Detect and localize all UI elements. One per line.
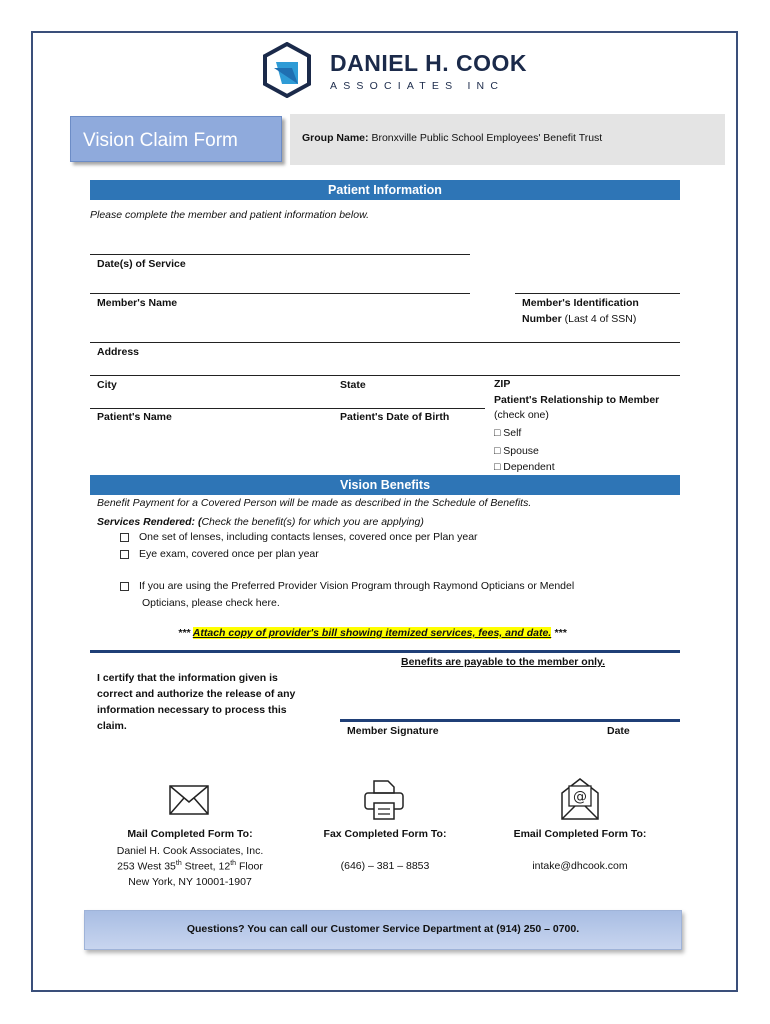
patient-info-header: Patient Information — [90, 180, 680, 200]
vision-benefits-header: Vision Benefits — [90, 475, 680, 495]
signature-line[interactable] — [340, 719, 680, 722]
section-divider — [90, 650, 680, 653]
mail-line-3: New York, NY 10001-1907 — [128, 876, 252, 888]
lenses-checkbox[interactable] — [120, 533, 129, 542]
member-id-label2: Number — [522, 313, 562, 325]
relationship-spouse[interactable]: □ Spouse — [494, 445, 539, 457]
relationship-label: Patient's Relationship to Member — [494, 394, 660, 406]
fax-title: Fax Completed Form To: — [323, 828, 447, 840]
dates-of-service-label: Date(s) of Service — [97, 258, 186, 270]
form-title-box — [70, 116, 282, 162]
email-address[interactable]: intake@dhcook.com — [532, 860, 628, 872]
certify-line-3: information necessary to process this — [97, 704, 287, 716]
service-lenses[interactable] — [120, 531, 478, 543]
company-logo-icon — [262, 42, 312, 98]
fax-number: (646) – 381 – 8853 — [340, 860, 430, 872]
member-name-label: Member's Name — [97, 297, 178, 309]
mail-title: Mail Completed Form To: — [127, 828, 253, 840]
certify-line-1: I certify that the information given is — [97, 672, 278, 684]
group-value: Bronxville Public School Employees' Benefit Trust — [371, 132, 603, 144]
footer-text: Questions? You can call our Customer Service Department at (914) 250 – 0700. — [186, 923, 580, 935]
service-eye-exam[interactable] — [120, 548, 319, 560]
city-label: City — [97, 379, 117, 391]
email-title: Email Completed Form To: — [513, 828, 647, 840]
preferred-line2: Opticians, please check here. — [142, 597, 280, 609]
payment-note: Benefit Payment for a Covered Person will be made as described in the Schedule of Benefits. — [97, 497, 532, 509]
preferred-line1: If you are using the Preferred Provider Vision Program through Raymond Opticians or Mendel — [139, 580, 575, 592]
service-lenses-label: One set of lenses, including contacts lenses, covered once per Plan year — [139, 531, 478, 543]
state-label: State — [340, 379, 366, 391]
address-line[interactable] — [90, 342, 680, 343]
mail-line-2: 253 West 35th Street, 12th Floor — [117, 860, 263, 873]
relationship-dependent[interactable]: □ Dependent — [494, 461, 555, 473]
certify-line-4: claim. — [97, 720, 127, 732]
relationship-note: (check one) — [494, 409, 549, 421]
company-subtitle: ASSOCIATES INC — [330, 80, 505, 92]
member-name-line[interactable] — [90, 293, 470, 294]
signature-label: Member Signature — [347, 725, 439, 737]
preferred-provider[interactable] — [120, 580, 574, 592]
mail-line-1: Daniel H. Cook Associates, Inc. — [116, 845, 264, 857]
email-icon — [560, 777, 600, 821]
group-name-box — [290, 114, 725, 165]
eye-exam-checkbox[interactable] — [120, 550, 129, 559]
date-label: Date — [607, 725, 630, 737]
preferred-provider-checkbox[interactable] — [120, 582, 129, 591]
attach-suffix: *** — [554, 627, 567, 639]
member-id-label: Member's Identification — [522, 297, 639, 309]
zip-label: ZIP — [494, 378, 511, 390]
dates-of-service-line[interactable] — [90, 254, 470, 255]
patient-instruction: Please complete the member and patient information below. — [90, 209, 369, 221]
group-label: Group Name: — [302, 132, 369, 144]
services-label: Services Rendered: ( — [97, 516, 202, 528]
city-state-zip-line[interactable] — [90, 375, 680, 376]
svg-text:@: @ — [573, 789, 587, 805]
mail-icon — [169, 785, 209, 815]
attach-note: Attach copy of provider's bill showing itemized services, fees, and date. — [192, 627, 552, 639]
member-id-line[interactable] — [515, 293, 680, 294]
fax-icon — [362, 779, 406, 821]
footer-banner — [84, 910, 682, 950]
form-title: Vision Claim Form — [83, 130, 238, 151]
patient-name-label: Patient's Name — [97, 411, 172, 423]
address-label: Address — [97, 346, 140, 358]
company-name: DANIEL H. COOK — [330, 50, 527, 76]
member-id-note: (Last 4 of SSN) — [564, 313, 637, 325]
services-note: Check the benefit(s) for which you are applying) — [201, 516, 424, 528]
payable-note: Benefits are payable to the member only. — [401, 656, 606, 668]
patient-dob-label: Patient's Date of Birth — [340, 411, 450, 423]
attach-prefix: *** — [178, 627, 191, 639]
relationship-self[interactable]: □ Self — [494, 427, 522, 439]
service-eye-exam-label: Eye exam, covered once per plan year — [139, 548, 319, 560]
certify-line-2: correct and authorize the release of any — [97, 688, 296, 700]
patient-name-line[interactable] — [90, 408, 485, 409]
